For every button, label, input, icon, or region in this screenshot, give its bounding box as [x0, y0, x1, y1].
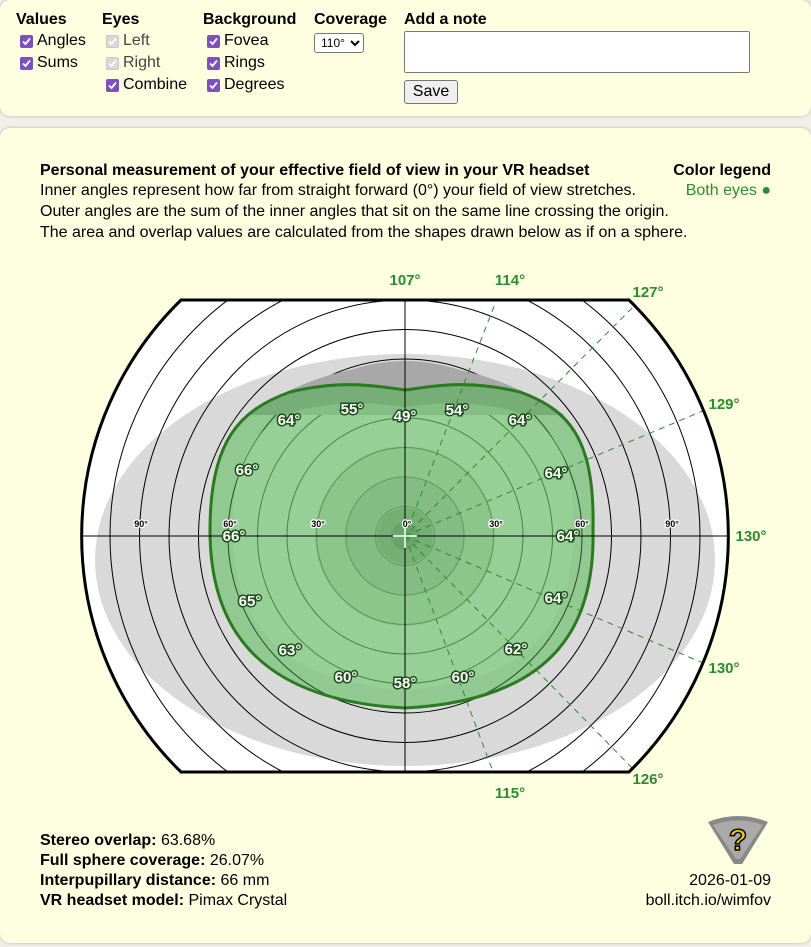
eyes-title: Eyes	[102, 11, 140, 28]
report-heading: Personal measurement of your effective field of view in your VR headset	[40, 162, 590, 179]
inner-angle-label: 62°	[504, 641, 528, 658]
outer-sum-label: 107°	[389, 272, 421, 289]
stat-label: Interpupillary distance:	[40, 872, 217, 889]
outer-sum-label: 129°	[708, 396, 740, 413]
stat-label: Full sphere coverage:	[40, 852, 206, 869]
ring-label-30-left: 30°	[311, 519, 325, 529]
degrees-label: Degrees	[224, 76, 285, 93]
outer-sum-label: 127°	[632, 284, 664, 301]
coverage-title: Coverage	[314, 11, 387, 28]
inner-angle-label: 64°	[508, 412, 532, 429]
ring-label-90-right: 90°	[665, 519, 679, 529]
inner-angle-label: 64°	[556, 528, 580, 545]
ring-label-0: 0°	[402, 519, 412, 529]
inner-angle-label: 64°	[544, 590, 568, 607]
outer-sum-label: 130°	[708, 660, 740, 677]
outer-sum-label: 114°	[494, 272, 526, 289]
fovea-label: Fovea	[224, 32, 269, 49]
inner-angle-label: 64°	[544, 465, 568, 482]
left-eye-label: Left	[123, 32, 150, 49]
legend-title: Color legend	[673, 162, 771, 179]
inner-angle-label: 64°	[277, 412, 301, 429]
description-line-2: Outer angles are the sum of the inner angles that sit on the same line crossing the origin.	[40, 203, 669, 220]
right-eye-label: Right	[123, 54, 161, 71]
ring-label-90-left: 90°	[134, 519, 148, 529]
inner-angle-label: 66°	[235, 462, 259, 479]
angles-label: Angles	[37, 32, 86, 49]
ring-label-60-left: 60°	[223, 519, 237, 529]
outer-sum-label: 115°	[494, 785, 526, 802]
legend-both-eyes: Both eyes ●	[685, 182, 771, 199]
description-line-3: The area and overlap values are calculated from the shapes drawn below as if on a sphere.	[40, 224, 688, 241]
svg-text:?: ?	[728, 824, 748, 857]
background-title: Background	[203, 11, 297, 28]
ring-label-30-right: 30°	[489, 519, 503, 529]
outer-sum-label: 130°	[735, 528, 767, 545]
stat-value: 26.07%	[209, 852, 265, 869]
sums-label: Sums	[37, 54, 78, 71]
note-title: Add a note	[404, 11, 487, 28]
stat-value: 63.68%	[160, 832, 216, 849]
stat-label: Stereo overlap:	[40, 832, 157, 849]
ring-label-60-right: 60°	[575, 519, 589, 529]
stat-value: 66 mm	[220, 872, 270, 889]
combine-label: Combine	[123, 76, 188, 93]
inner-angle-label: 60°	[334, 669, 358, 686]
inner-angle-label: 63°	[278, 642, 302, 659]
inner-angle-label: 49°	[393, 408, 417, 425]
description-line-1: Inner angles represent how far from straight forward (0°) your field of view stretches.	[40, 182, 636, 199]
stat-label: VR headset model:	[40, 892, 185, 909]
inner-angle-label: 55°	[340, 401, 364, 418]
inner-angle-label: 66°	[222, 528, 246, 545]
rings-label: Rings	[224, 54, 265, 71]
report-credit: boll.itch.io/wimfov	[645, 892, 771, 909]
stat-value: Pimax Crystal	[188, 892, 288, 909]
inner-angle-label: 54°	[445, 402, 469, 419]
outer-sum-label: 126°	[632, 771, 664, 788]
save-button[interactable]: Save	[404, 80, 458, 104]
report-date: 2026-01-09	[689, 872, 771, 889]
inner-angle-label: 60°	[451, 669, 475, 686]
inner-angle-label: 65°	[238, 593, 262, 610]
inner-angle-label: 58°	[393, 675, 417, 692]
values-title: Values	[16, 11, 67, 28]
